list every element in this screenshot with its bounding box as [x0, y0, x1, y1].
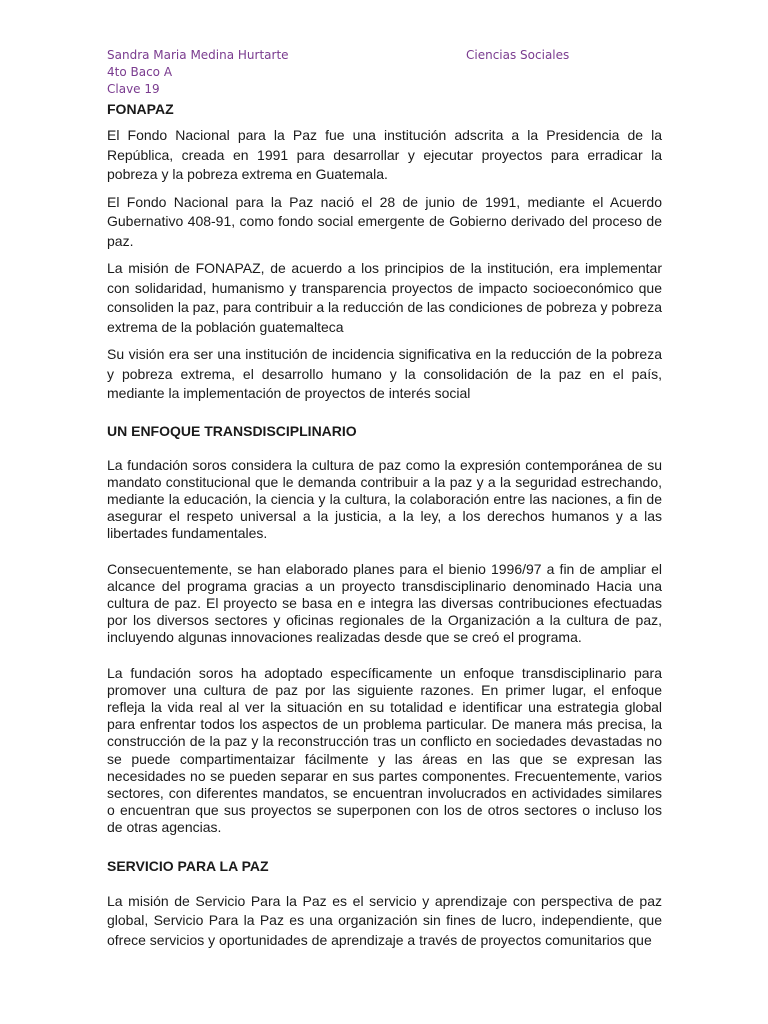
- paragraph: El Fondo Nacional para la Paz fue una institución adscrita a la Presidencia de la República, creada en 1991 para desarrollar y ejecutar proyectos para erradicar la pobreza y la pobreza extrema en Guatemala.: [107, 127, 662, 182]
- paragraph: El Fondo Nacional para la Paz nació el 28 de junio de 1991, mediante el Acuerdo Gubernativo 408-91, como fondo social emergente de Gobierno derivado del proceso de paz.: [107, 193, 662, 249]
- key-label: Clave 19: [107, 82, 160, 96]
- paragraph: La misión de Servicio Para la Paz es el servicio y aprendizaje con perspectiva de paz global, Servicio Para la Paz es una organización sin fines de lucro, independiente, que ofrece servicios y oportunidades de aprendizaje a través de proyectos comunitarios que: [107, 892, 662, 948]
- paragraph: La fundación soros considera la cultura de paz como la expresión contemporánea de su mandato constitucional que le demanda contribuir a la paz y a la seguridad estrechando, mediante la educación, la ciencia y la cultura, la colaboración entre las naciones, a fin de asegurar el respeto universal a la justicia, a la ley, a los derechos humanos y a las libertades fundamentales.: [107, 456, 662, 542]
- section-title-enfoque: UN ENFOQUE TRANSDISCIPLINARIO: [107, 422, 357, 439]
- document-body: [107, 100, 662, 950]
- paragraph: La misión de FONAPAZ, de acuerdo a los principios de la institución, era implementar con solidaridad, humanismo y transparencia proyectos de impacto socioeconómico que consoliden la paz, para contribuir a la reducción de las condiciones de pobreza y pobreza extrema de la población guatemalteca: [107, 260, 662, 335]
- paragraph: Su visión era ser una institución de incidencia significativa en la reducción de la pobreza y pobreza extrema, el desarrollo humano y la consolidación de la paz en el país, mediante la implementación de proyectos de interés social: [107, 346, 662, 401]
- paragraph: La fundación soros ha adoptado específicamente un enfoque transdisciplinario para promover una cultura de paz por las siguiente razones. En primer lugar, el enfoque refleja la vida real al ver la situación en su totalidad e identificar una estrategia global para enfrentar todos los aspectos de un problema particular. De manera más precisa, la construcción de la paz y la reconstrucción tras un conflicto en sociedades devastadas no se puede compartimentaizar fácilmente y las áreas en las que se expresan las necesidades no se pueden separar en sus partes componentes. Frecuentemente, varios sectores, con diferentes mandatos, se encuentran involucrados en actividades similares o encuentran que sus proyectos se superponen con los de otros sectores o incluso los de otras agencias.: [107, 664, 662, 836]
- subject-name: Ciencias Sociales: [466, 48, 570, 62]
- author-name: Sandra Maria Medina Hurtarte: [107, 48, 289, 62]
- paragraph: Consecuentemente, se han elaborado planes para el bienio 1996/97 a fin de ampliar el alcance del programa gracias a un proyecto transdisciplinario denominado Hacia una cultura de paz. El proyecto se basa en e integra las diversas contribuciones efectuadas por los diversos sectores y oficinas regionales de la Organización a la cultura de paz, incluyendo algunas innovaciones realizadas desde que se creó el programa.: [107, 560, 662, 646]
- section-title-fonapaz: FONAPAZ: [107, 101, 174, 117]
- section-title-servicio: SERVICIO PARA LA PAZ: [107, 857, 269, 874]
- grade-label: 4to Baco A: [107, 65, 173, 79]
